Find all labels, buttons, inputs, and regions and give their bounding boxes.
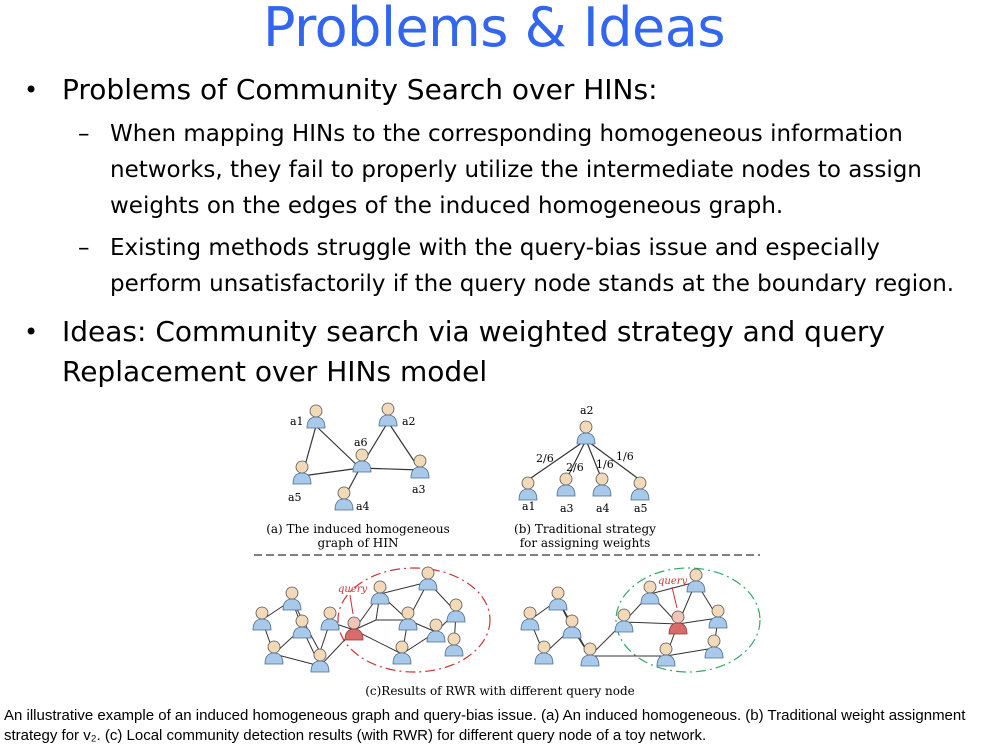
bullet-problems-text: Problems of Community Search over HINs: <box>62 73 658 106</box>
slide-title: Problems & Ideas <box>263 0 725 59</box>
label-a3: a3 <box>412 483 426 496</box>
figure-caption: An illustrative example of an induced homogeneous graph and query-bias issue. (a) An induced homogeneous. (b) Traditional weight assignment strategy for v₂. (c) Local community detection results (with RWR) for different query node of a toy network. <box>4 707 966 744</box>
label-a2: a2 <box>402 415 416 428</box>
dash-marker: – <box>78 121 90 147</box>
query-node-right <box>669 611 687 634</box>
node-c-left <box>427 619 445 642</box>
bullet-dot: • <box>24 318 39 346</box>
label-a6: a6 <box>354 436 368 449</box>
query-label-right: query <box>658 576 688 587</box>
node-c-left <box>321 607 339 630</box>
node-c-left <box>253 607 271 630</box>
label-b-root: a2 <box>580 404 594 417</box>
weight-b-a3: 2/6 <box>566 461 584 474</box>
query-arrow-right <box>672 587 677 608</box>
node-c-left <box>399 607 417 630</box>
panel-b-label: (b) Traditional strategy for assigning weights <box>514 522 656 550</box>
node-a6 <box>353 449 371 472</box>
weight-b-a4: 1/6 <box>596 458 614 471</box>
label-b-a4: a4 <box>596 502 610 515</box>
node-b-root <box>577 421 595 444</box>
node-c-left <box>393 641 411 664</box>
node-c-right <box>549 587 567 610</box>
weight-b-a1: 2/6 <box>536 452 554 465</box>
dash-marker: – <box>78 235 90 261</box>
bullet-ideas-text: Ideas: Community search via weighted strategy and query Replacement over HINs model <box>62 315 886 388</box>
bullet-dot: • <box>24 76 39 104</box>
node-c-left <box>447 599 465 622</box>
label-b-a5: a5 <box>634 502 648 515</box>
panel-c-label: (c)Results of RWR with different query node <box>365 684 635 698</box>
node-a3 <box>411 455 429 478</box>
node-c-right <box>705 635 723 658</box>
node-b-a5 <box>631 477 649 500</box>
query-arrow-left <box>350 595 353 614</box>
node-c-left <box>265 641 283 664</box>
node-c-left <box>445 633 463 656</box>
node-a1 <box>307 405 325 428</box>
node-c-right <box>687 569 705 592</box>
weight-b-a5: 1/6 <box>616 450 634 463</box>
panel-a-label: (a) The induced homogeneous graph of HIN <box>266 522 450 550</box>
query-label-left: query <box>338 584 368 595</box>
label-a4: a4 <box>356 500 370 513</box>
node-c-right <box>521 607 539 630</box>
label-b-a1: a1 <box>522 500 536 513</box>
label-b-a3: a3 <box>560 502 574 515</box>
node-a4 <box>335 487 353 510</box>
label-a1: a1 <box>290 415 304 428</box>
node-b-a3 <box>557 473 575 496</box>
sub-bullet-query-bias-text: Existing methods struggle with the query-bias issue and especially perform unsatisfactorily if the query node stands at the boundary region. <box>110 235 955 297</box>
node-b-a4 <box>593 473 611 496</box>
node-a5 <box>293 461 311 484</box>
node-c-left <box>293 615 311 638</box>
label-a5: a5 <box>288 491 302 504</box>
sub-bullet-mapping-text: When mapping HINs to the corresponding homogeneous information networks, they fail to properly utilize the intermediate nodes to assign weights on the edges of the induced homogeneous graph. <box>110 121 922 219</box>
node-b-a1 <box>519 477 537 500</box>
node-a2 <box>379 403 397 426</box>
node-c-right <box>615 609 633 632</box>
node-c-left <box>283 587 301 610</box>
node-c-right <box>563 615 581 638</box>
node-c-right <box>535 641 553 664</box>
